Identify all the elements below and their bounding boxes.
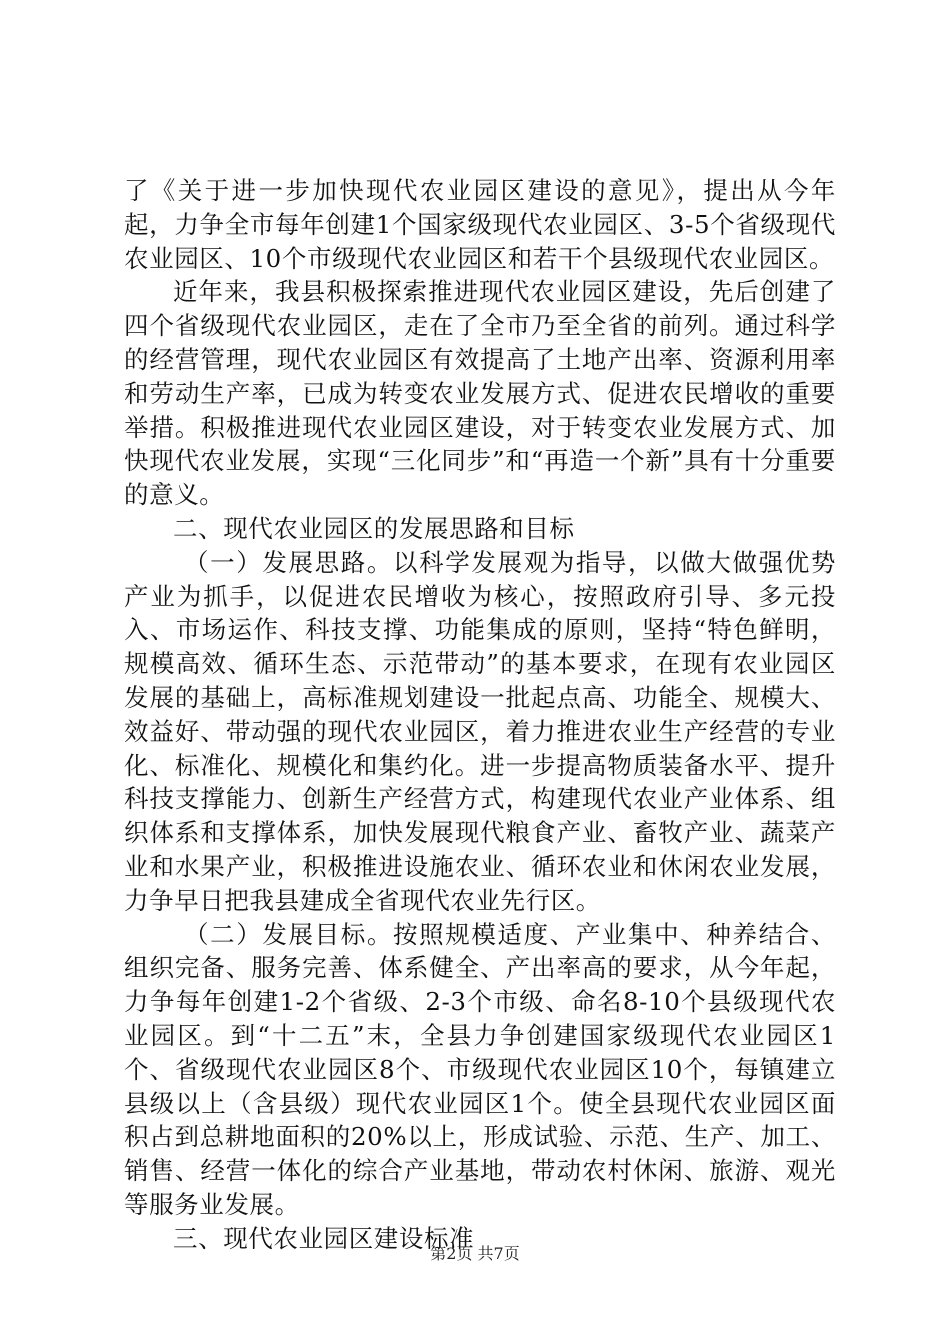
paragraph-development-ideas: （一）发展思路。以科学发展观为指导，以做大做强优势产业为抓手，以促进农民增收为核心，按照政府引导、多元投入、市场运作、科技支撑、功能集成的原则，坚持“特色鲜明，规模高效、循环生态、示范带动”的基本要求，在现有农业园区发展的基础上，高标准规划建设一批起点高、功能全、规模大、效益好、带动强的现代农业园区，着力推进农业生产经营的专业化、标准化、规模化和集约化。进一步提高物质装备水平、提升科技支撑能力、创新生产经营方式，构建现代农业产业体系、组织体系和支撑体系，加快发展现代粮食产业、畜牧产业、蔬菜产业和水果产业，积极推进设施农业、循环农业和休闲农业发展，力争早日把我县建成全省现代农业先行区。	[124, 547, 836, 915]
paragraph-development-goals: （二）发展目标。按照规模适度、产业集中、种养结合、组织完备、服务完善、体系健全、产出率高的要求，从今年起，力争每年创建1-2个省级、2-3个市级、命名8-10个县级现代农业园区。到“十二五”末，全县力争创建国家级现代农业园区1个、省级现代农业园区8个、市级现代农业园区10个，每镇建立县级以上（含县级）现代农业园区1个。使全县现代农业园区面积占到总耕地面积的20%以上，形成试验、示范、生产、加工、销售、经营一体化的综合产业基地，带动农村休闲、旅游、观光等服务业发展。	[124, 919, 836, 1219]
section-heading-3: 三、现代农业园区建设标准	[173, 1223, 475, 1253]
paragraph-continuation: 了《关于进一步加快现代农业园区建设的意见》，提出从今年起，力争全市每年创建1个国家级现代农业园区、3-5个省级现代农业园区、10个市级现代农业园区和若干个县级现代农业园区。	[124, 176, 836, 273]
paragraph-recent-years: 近年来，我县积极探索推进现代农业园区建设，先后创建了四个省级现代农业园区，走在了全市乃至全省的前列。通过科学的经营管理，现代农业园区有效提高了土地产出率、资源利用率和劳动生产率，已成为转变农业发展方式、促进农民增收的重要举措。积极推进现代农业园区建设，对于转变农业发展方式、加快现代农业发展，实现“三化同步”和“再造一个新”具有十分重要的意义。	[124, 277, 836, 510]
page-footer: 第2页 共7页	[430, 1244, 520, 1263]
section-heading-2: 二、现代农业园区的发展思路和目标	[173, 513, 575, 543]
document-body	[124, 174, 836, 1256]
